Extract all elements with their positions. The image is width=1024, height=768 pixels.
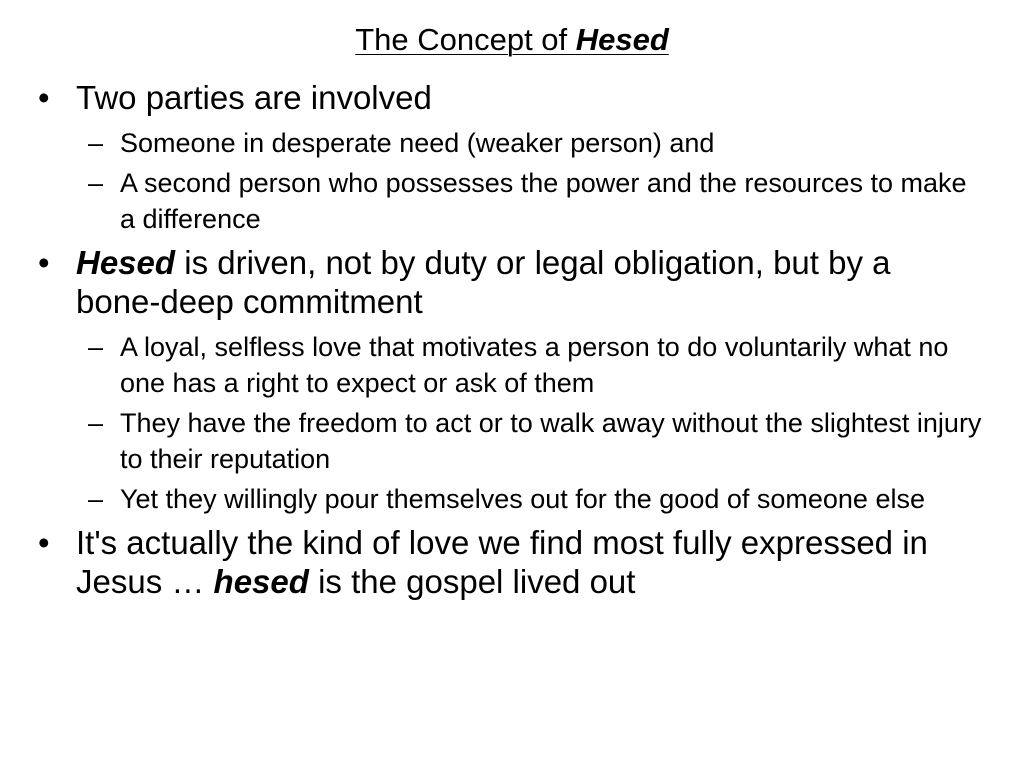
sub-bullet-item [38, 405, 984, 477]
dash-icon: – [88, 484, 104, 514]
title-keyword: Hesed [575, 22, 669, 57]
dash-icon: – [88, 332, 104, 362]
dash-icon: – [88, 168, 104, 198]
bullet-text: is driven, not by duty or legal obligation, but by a bone-deep commitment [76, 244, 891, 320]
dash-icon: – [88, 128, 104, 158]
slide-title [0, 20, 1024, 60]
sub-bullet-text: Yet they willingly pour themselves out for the good of someone else [120, 484, 925, 514]
sub-bullet-item [38, 165, 984, 237]
bullet-keyword: Hesed [76, 244, 176, 281]
sub-bullet-item [38, 481, 984, 517]
sub-bullet-text: A second person who possesses the power and the resources to make a difference [120, 168, 967, 234]
bullet-item [38, 523, 984, 601]
dash-icon: – [88, 408, 104, 438]
slide-content [38, 78, 984, 609]
bullet-dot-icon: • [38, 79, 50, 116]
bullet-dot-icon: • [38, 244, 50, 281]
sub-bullet-item [38, 125, 984, 161]
bullet-item [38, 243, 984, 321]
bullet-text: Two parties are involved [76, 79, 432, 116]
sub-bullet-item [38, 329, 984, 401]
sub-bullet-text: They have the freedom to act or to walk away without the slightest injury to their reputation [120, 408, 982, 474]
title-prefix: The Concept of [355, 22, 576, 57]
sub-bullet-text: A loyal, selfless love that motivates a person to do voluntarily what no one has a right to expect or ask of them [120, 332, 949, 398]
bullet-item [38, 78, 984, 117]
bullet-keyword: hesed [213, 563, 309, 600]
sub-bullet-text: Someone in desperate need (weaker person) and [120, 128, 715, 158]
bullet-dot-icon: • [38, 524, 50, 561]
bullet-text-after: is the gospel lived out [308, 563, 636, 600]
bullet-text-before: It's actually the kind of love we find most fully expressed in Jesus … [76, 524, 928, 600]
